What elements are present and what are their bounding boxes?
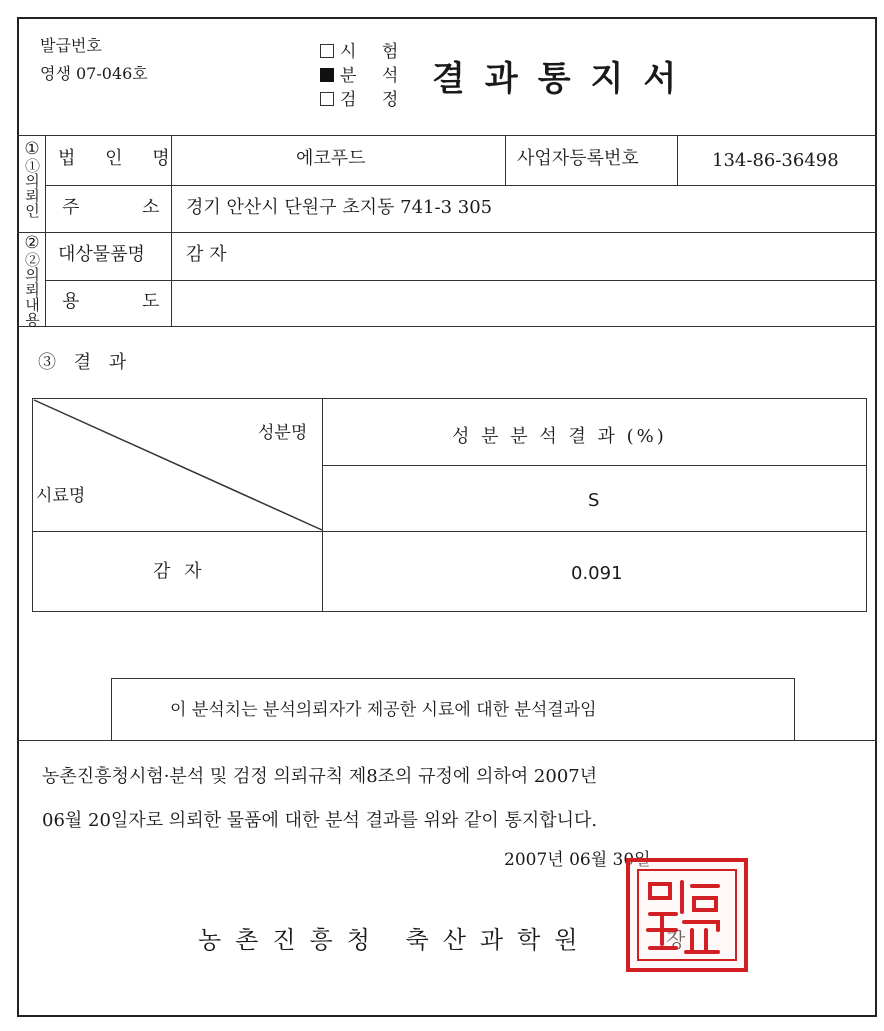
sample-header: 시료명 xyxy=(36,486,86,506)
col-divider xyxy=(45,135,46,326)
usage-label-2: 도 xyxy=(142,291,160,312)
biz-reg-value: 134-86-36498 xyxy=(712,150,839,171)
row-divider xyxy=(45,280,877,281)
corp-name-label: 법 인 명 xyxy=(58,148,182,169)
notice-top-border xyxy=(17,740,877,741)
col-divider xyxy=(677,135,678,185)
item-name-label: 대상물품명 xyxy=(58,244,145,265)
notice-line-1: 농촌진흥청시험·분석 및 검정 의뢰규칙 제8조의 규정에 의하여 2007년 xyxy=(42,766,598,787)
sample-name: 감 자 xyxy=(153,561,206,582)
usage-label-1: 용 xyxy=(62,291,80,312)
analysis-header: 성 분 분 석 결 과 (%) xyxy=(452,426,667,447)
component-header: 성분명 xyxy=(258,423,308,443)
checkbox-inspection xyxy=(320,92,334,106)
corp-name-value: 에코푸드 xyxy=(296,148,366,169)
address-label-2: 소 xyxy=(142,197,160,218)
issuer-name: 농촌진흥청 축산과학원 xyxy=(198,926,592,954)
section-divider xyxy=(17,232,877,233)
official-seal-stamp xyxy=(626,858,748,972)
diagonal-header-line xyxy=(32,398,323,532)
table-top-border xyxy=(17,135,877,136)
address-value: 경기 안산시 단원구 초지동 741-3 305 xyxy=(186,197,493,218)
requester-section-label: ① ①의뢰인 xyxy=(23,139,41,218)
request-content-section-label: ② ②의뢰내용 xyxy=(23,233,41,327)
note-text: 이 분석치는 분석의뢰자가 제공한 시료에 대한 분석결과임 xyxy=(170,700,597,720)
element-symbol: S xyxy=(588,490,600,511)
issue-number-label: 발급번호 xyxy=(40,36,102,55)
checkbox-analysis xyxy=(320,68,334,82)
doc-type-option-analysis: 분 석 xyxy=(320,68,408,85)
notice-line-2: 06월 20일자로 의뢰한 물품에 대한 분석 결과를 위와 같이 통지합니다. xyxy=(42,810,598,831)
table-bottom-border xyxy=(17,326,877,327)
checkbox-test xyxy=(320,44,334,58)
seal-pattern-icon xyxy=(632,864,742,966)
document-title: 결과통지서 xyxy=(432,59,697,99)
col-divider xyxy=(505,135,506,185)
address-label-1: 주 xyxy=(62,197,80,218)
result-section-label: ③ 결 과 xyxy=(38,352,133,373)
item-name-value: 감 자 xyxy=(186,244,227,265)
notice-date: 2007년 06월 30일 xyxy=(504,850,651,870)
doc-type-option-test: 시 험 xyxy=(320,44,408,61)
biz-reg-label: 사업자등록번호 xyxy=(517,148,639,169)
issue-number: 영생 07-046호 xyxy=(40,64,148,83)
issuer-suffix: 장 xyxy=(666,928,686,952)
doc-type-option-inspection: 검 정 xyxy=(320,92,408,109)
result-value: 0.091 xyxy=(571,563,623,584)
row-divider xyxy=(45,185,877,186)
result-header-divider xyxy=(322,465,867,466)
